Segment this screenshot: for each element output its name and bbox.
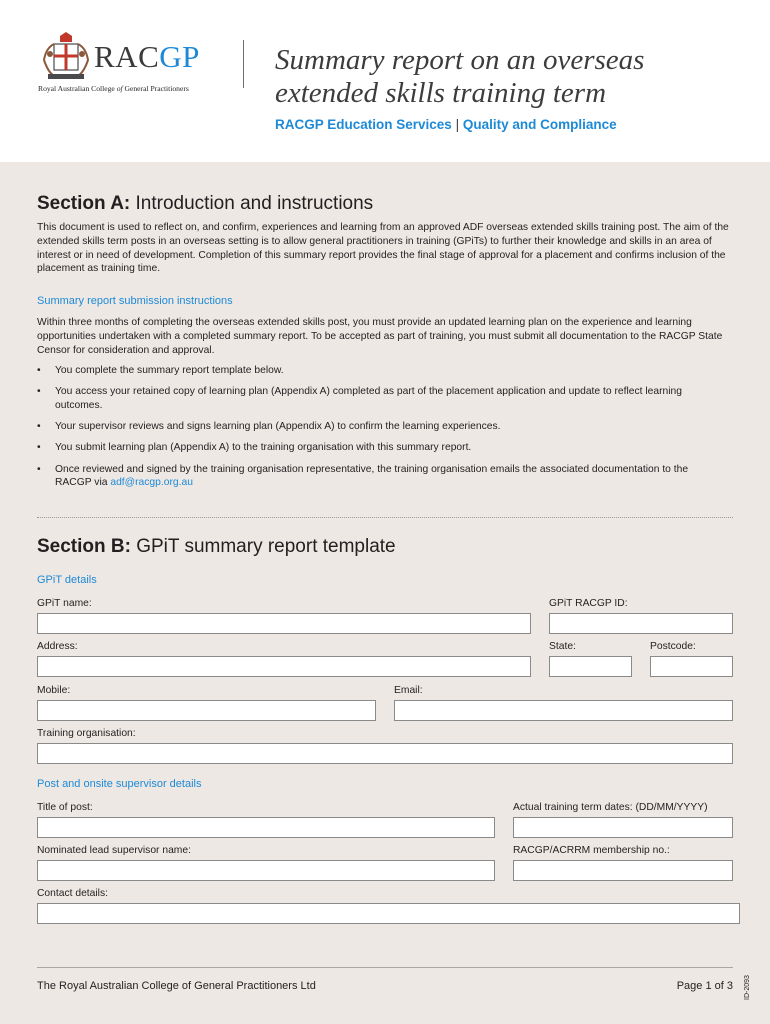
list-item: • You complete the summary report template below. — [37, 364, 727, 378]
section-a-heading: Section A: Introduction and instructions — [37, 193, 374, 214]
gpit-racgp-id-field[interactable] — [549, 613, 733, 634]
footer-rule — [37, 967, 733, 968]
supervisor-details-heading: Post and onsite supervisor details — [37, 778, 202, 790]
document-title: Summary report on an overseas extended skills training term — [275, 44, 645, 109]
title-of-post-field[interactable] — [37, 817, 495, 838]
instructions-list — [37, 364, 727, 498]
address-label: Address: — [37, 641, 78, 652]
logo-subtitle: Royal Australian College of General Practitioners — [38, 84, 189, 93]
lead-supervisor-field[interactable] — [37, 860, 495, 881]
title-of-post-label: Title of post: — [37, 802, 93, 813]
list-item: • Your supervisor reviews and signs learning plan (Appendix A) to confirm the learning experiences. — [37, 420, 727, 434]
mobile-field[interactable] — [37, 700, 376, 721]
section-b-heading: Section B: GPiT summary report template — [37, 536, 396, 557]
document-id: ID-2093 — [744, 975, 751, 1000]
address-field[interactable] — [37, 656, 531, 677]
gpit-name-label: GPiT name: — [37, 598, 92, 609]
page-number: Page 1 of 3 — [676, 980, 733, 992]
list-item: • You access your retained copy of learning plan (Appendix A) completed as part of the placement application and update to reflect learning outcomes. — [37, 385, 727, 413]
racgp-logo-wordmark: RACGP — [94, 39, 200, 74]
section-separator — [37, 517, 733, 518]
gpit-details-heading: GPiT details — [37, 574, 97, 586]
term-dates-field[interactable] — [513, 817, 733, 838]
mobile-label: Mobile: — [37, 685, 71, 696]
footer-organisation: The Royal Australian College of General Practitioners Ltd — [37, 980, 316, 992]
form-panel — [0, 162, 770, 1024]
section-a-intro: This document is used to reflect on, and confirm, experiences and learning from an approved ADF overseas extended skills training post. The aim of the extended skills term posts in an overseas setting is to allow general practitioners in training (GPiTs) to further their knowledge and skills in an area of interest or in need of development. Completion of this summary report provides the final stage of approval for a placement and confirms inclusion of the placement as training time. — [37, 222, 729, 275]
gpit-racgp-id-label: GPiT RACGP ID: — [549, 598, 628, 609]
postcode-field[interactable] — [650, 656, 733, 677]
membership-field[interactable] — [513, 860, 733, 881]
email-field[interactable] — [394, 700, 733, 721]
list-item: • You submit learning plan (Appendix A) to the training organisation with this summary report. — [37, 441, 727, 455]
email-label: Email: — [394, 685, 423, 696]
membership-label: RACGP/ACRRM membership no.: — [513, 845, 670, 856]
state-label: State: — [549, 641, 576, 652]
training-organisation-label: Training organisation: — [37, 728, 136, 739]
header-divider — [243, 40, 244, 88]
document-header — [0, 0, 770, 162]
instructions-heading: Summary report submission instructions — [37, 295, 233, 307]
email-link[interactable]: adf@racgp.org.au — [110, 477, 193, 489]
list-item: • Once reviewed and signed by the training organisation representative, the training organisation emails the associated documentation to the RACGP via adf@racgp.org.au — [37, 463, 727, 491]
instructions-text: Within three months of completing the overseas extended skills post, you must provide an updated learning plan on the experience and learning opportunities undertaken with a completed summary report. To be accepted as part of training, you must submit all documentation to the RACGP State Censor for consideration and approval. — [37, 317, 723, 356]
document-subtitle: RACGP Education Services | Quality and Compliance — [275, 117, 617, 132]
term-dates-label: Actual training term dates: (DD/MM/YYYY) — [513, 802, 708, 813]
contact-details-field[interactable] — [37, 903, 740, 924]
training-organisation-field[interactable] — [37, 743, 733, 764]
postcode-label: Postcode: — [650, 641, 696, 652]
state-field[interactable] — [549, 656, 632, 677]
lead-supervisor-label: Nominated lead supervisor name: — [37, 845, 191, 856]
contact-details-label: Contact details: — [37, 888, 108, 899]
gpit-name-field[interactable] — [37, 613, 531, 634]
racgp-crest-logo-icon — [38, 32, 94, 82]
